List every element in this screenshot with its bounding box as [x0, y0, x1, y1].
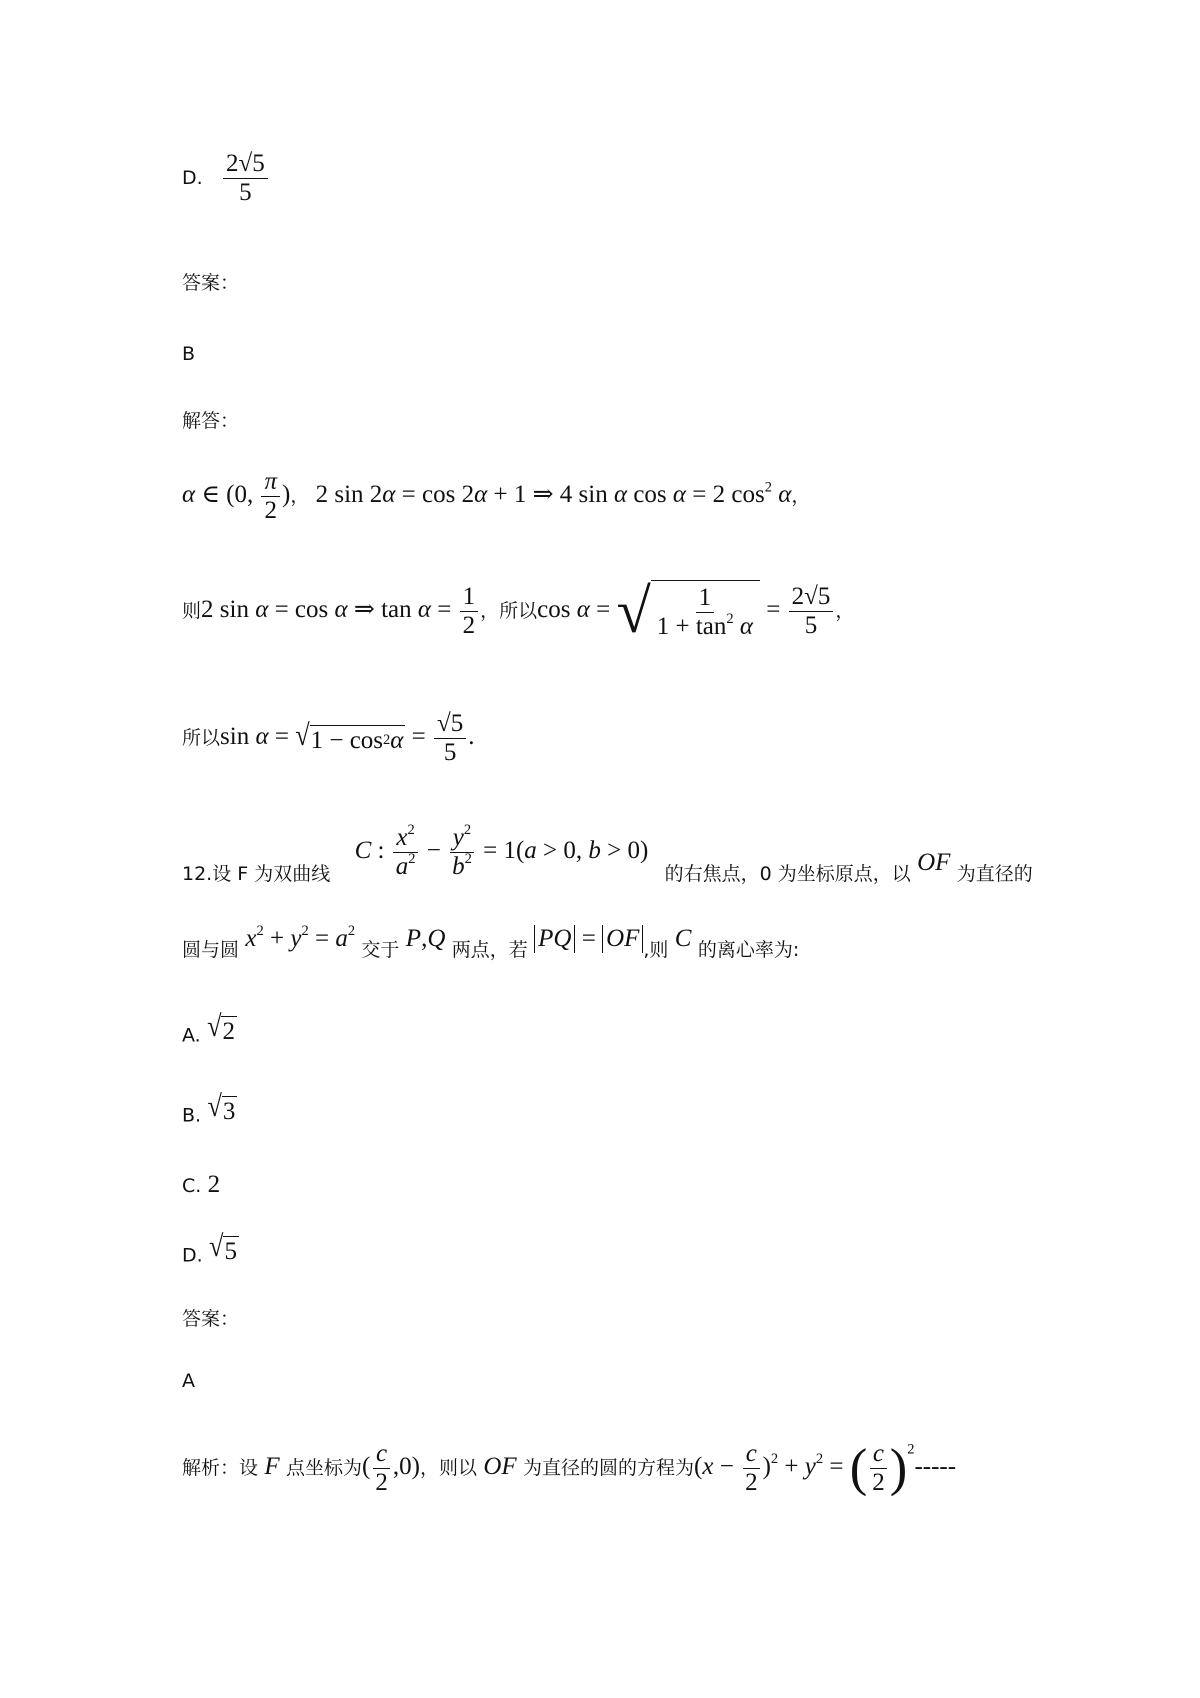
- circle-equation: $x^2 + y^2 = a^2$: [245, 923, 356, 952]
- solution-label: 解答：: [182, 410, 240, 432]
- sqrt: √ 3: [207, 1089, 236, 1125]
- fraction: $\frac{\pi}{2}$: [261, 468, 280, 525]
- question-12-line-2: 圆与圆 $x^2 + y^2 = a^2$ 交于 P,Q 两点，若 PQ = OF ,则 C 的离心率为:: [182, 923, 800, 961]
- option-label: D.: [182, 167, 203, 189]
- option-c: C. 2: [182, 1171, 221, 1198]
- hyperbola-equation: C : $\frac{x^2}{a^2}$ − $\frac{y^2}{b^2}$ = 1(a > 0, b > 0): [354, 822, 655, 880]
- answer-label: 答案：: [182, 272, 240, 294]
- fraction: $\frac{2√5}{5}$: [223, 150, 268, 207]
- fraction: $\frac{√5}{5}$: [434, 710, 466, 767]
- option-d-prev: [182, 150, 270, 207]
- answer-value: B: [182, 343, 196, 365]
- option-a: A. √ 2: [182, 1009, 235, 1047]
- sqrt: √ $\frac{1}{1 + \tan^2 \alpha}$: [616, 580, 760, 643]
- option-b: B. √ 3: [182, 1089, 236, 1127]
- sqrt: √ 5: [209, 1229, 237, 1265]
- analysis-line: 解析：设 F 点坐标为( $\frac{c}{2}$ ,0)，则以 OF 为直径的圆的方程为(x − $\frac{c}{2}$ )$^2 + y^2$ = ( $\frac{c}{2}$ )$^2$-----: [182, 1439, 957, 1498]
- solution-line-2: 则2 sin α = cos α ⇒ tan α = $\frac{1}{2}$ ，所以cos α = √ $\frac{1}{1 + \tan^2 \alpha}$ = $\frac{2√5}{5}$ ，: [182, 576, 855, 646]
- solution-line-1: α ∈ (0, $\frac{\pi}{2}$ )， 2 sin 2α = cos 2α + 1 ⇒ 4 sin α cos α = 2 $\cos^2 \alpha$，: [182, 468, 811, 524]
- question-12-line-1: 12.设 F 为双曲线 C : $\frac{x^2}{a^2}$ − $\frac{y^2}{b^2}$ = 1(a > 0, b > 0) 的右焦点，0 为坐标原点，以 OF 为直径的: [182, 822, 1033, 886]
- fraction: $\frac{1}{2}$: [460, 583, 479, 640]
- option-d: D. √ 5: [182, 1229, 237, 1267]
- answer-label-12: 答案：: [182, 1308, 240, 1330]
- fraction: $\frac{2√5}{5}$: [789, 583, 834, 640]
- sqrt: √ 2: [207, 1009, 235, 1045]
- solution-line-3: 所以sin α = √ 1 − cos 2 α = $\frac{√5}{5}$ .: [182, 710, 475, 766]
- sqrt: √ 1 − cos 2 α: [295, 718, 404, 754]
- answer-value-12: A: [182, 1370, 195, 1392]
